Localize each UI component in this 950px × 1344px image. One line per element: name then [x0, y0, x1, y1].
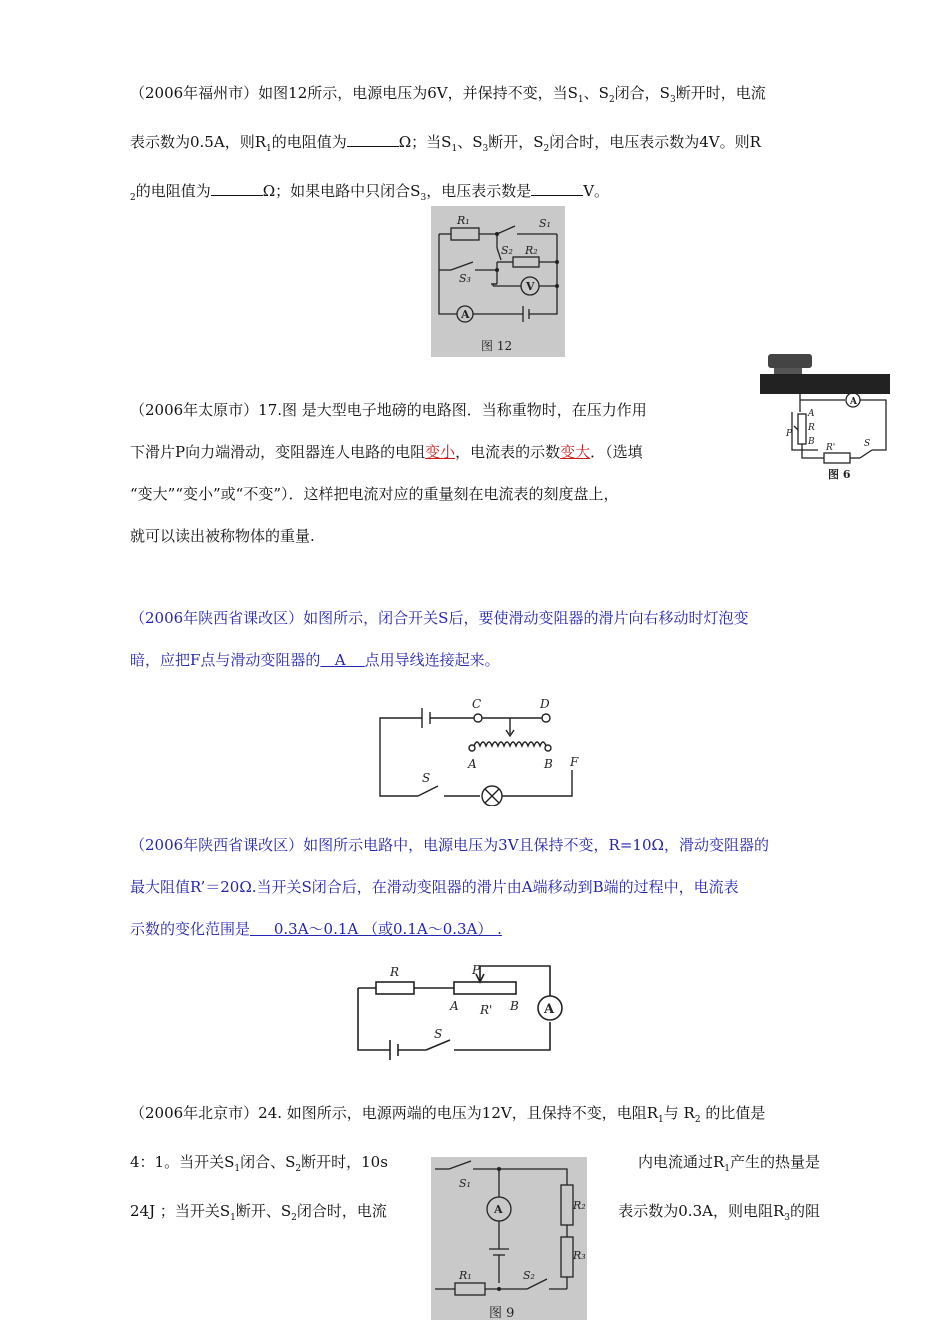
label-p: P	[786, 429, 793, 439]
label-s: S	[422, 771, 431, 785]
q2-line-2: 下滑片P向力端滑动，变阻器连人电路的电阻变小，电流表的示数变大．（选填	[130, 443, 643, 461]
ammeter-label: A	[461, 308, 470, 321]
figure-6	[760, 352, 890, 482]
q5-line-1: （2006年北京市）24. 如图所示，电源两端的电压为12V，且保持不变，电阻$R_1$与 $R_2$ 的比值是	[130, 1104, 766, 1125]
figure-6-caption: 图 6	[828, 468, 851, 481]
q5-line-2: 4：1。当开关$S_1$闭合、$S_2$断开时，10s 内电流通过$R_1$产生的热量是	[130, 1153, 820, 1174]
label-s1: S₁	[459, 1177, 471, 1190]
label-r1: R₁	[459, 1269, 472, 1282]
label-r3: R₃	[573, 1249, 586, 1262]
label-d: D	[540, 697, 550, 711]
question-2	[130, 389, 770, 557]
label-r: R	[390, 965, 400, 979]
q1-line-3: $_2$的电阻值为 Ω；如果电路中只闭合$S_3$，电压表示数是 V。	[130, 170, 820, 219]
label-r1: R₁	[457, 214, 470, 227]
figure-9	[431, 1157, 587, 1320]
voltmeter-label: V	[526, 280, 535, 293]
label-r-prime: R'	[480, 1003, 493, 1017]
label-r2: R₂	[573, 1199, 586, 1212]
label-a: A	[468, 757, 477, 771]
question-4	[130, 824, 820, 950]
question-1	[130, 72, 820, 219]
label-r2: R₂	[525, 244, 538, 257]
q3-line-1: （2006年陕西省课改区）如图所示，闭合开关S后，要使滑动变阻器的滑片向右移动时灯泡变	[130, 609, 749, 627]
label-c: C	[472, 697, 482, 711]
label-b: B	[808, 437, 815, 447]
label-s2: S₂	[501, 244, 513, 257]
blank-3	[531, 179, 583, 196]
label-f: F	[570, 755, 579, 769]
q1-line-2: 表示数为0.5A，则$R_1$的电阻值为 Ω；当$S_1$、$S_3$断开，$S_2$闭合时，电压表示数为4V。则R	[130, 121, 820, 170]
label-s2: S₂	[523, 1269, 535, 1282]
ammeter-label: A	[850, 397, 857, 407]
label-p: P	[472, 963, 481, 977]
answer-increase: 变大	[560, 443, 591, 461]
label-a: A	[808, 409, 815, 419]
q3-line-2: 暗，应把F点与滑动变阻器的 A 点用导线连接起来。	[130, 651, 500, 669]
q4-line-2: 最大阻值R’＝20Ω.当开关S闭合后，在滑动变阻器的滑片由A端移动到B端的过程中，电流表	[130, 878, 739, 896]
q4-line-3: 示数的变化范围是 0.3A～0.1A （或0.1A～0.3A） .	[130, 920, 502, 938]
blank-1	[347, 130, 399, 147]
answer-decrease: 变小	[425, 443, 456, 461]
q2-line-1: （2006年太原市）17.图 是大型电子地磅的电路图．当称重物时，在压力作用	[130, 401, 647, 419]
label-b: B	[510, 999, 519, 1013]
label-r-prime: R'	[826, 443, 836, 453]
figure-12	[431, 206, 565, 357]
ammeter-label: A	[544, 1002, 555, 1017]
figure-9-caption: 图 9	[489, 1306, 515, 1320]
figure-12-caption: 图 12	[481, 339, 513, 353]
label-s3: S₃	[459, 272, 471, 285]
q3-answer: A	[334, 651, 346, 669]
label-s: S	[864, 439, 871, 449]
label-a: A	[450, 999, 459, 1013]
figure-rheostat-lamp	[374, 696, 584, 806]
q1-line-1: （2006年福州市）如图12所示，电源电压为6V，并保持不变，当$S_1$、$S_2$闭合，$S_3$断开时，电流	[130, 84, 766, 105]
label-s: S	[434, 1027, 443, 1041]
q4-answer: 0.3A～0.1A （或0.1A～0.3A） .	[273, 920, 502, 938]
blank-2	[211, 179, 263, 196]
q4-line-1: （2006年陕西省课改区）如图所示电路中，电源电压为3V且保持不变，R=10Ω，滑动变阻器的	[130, 836, 769, 854]
label-s1: S₁	[539, 217, 551, 230]
ammeter-label: A	[494, 1203, 503, 1216]
q2-line-4: 就可以读出被称物体的重量.	[130, 527, 315, 545]
figure-series-rheostat	[354, 956, 564, 1066]
question-3	[130, 597, 820, 681]
q5-line-3: 24J ；当开关$S_1$断开、$S_2$闭合时，电流 表示数为0.3A，则电阻$R_3$的阻	[130, 1202, 820, 1223]
label-r: R	[808, 423, 815, 433]
label-b: B	[544, 757, 553, 771]
q2-line-3: “变大”“变小”或“不变”）．这样把电流对应的重量刻在电流表的刻度盘上，	[130, 485, 619, 503]
